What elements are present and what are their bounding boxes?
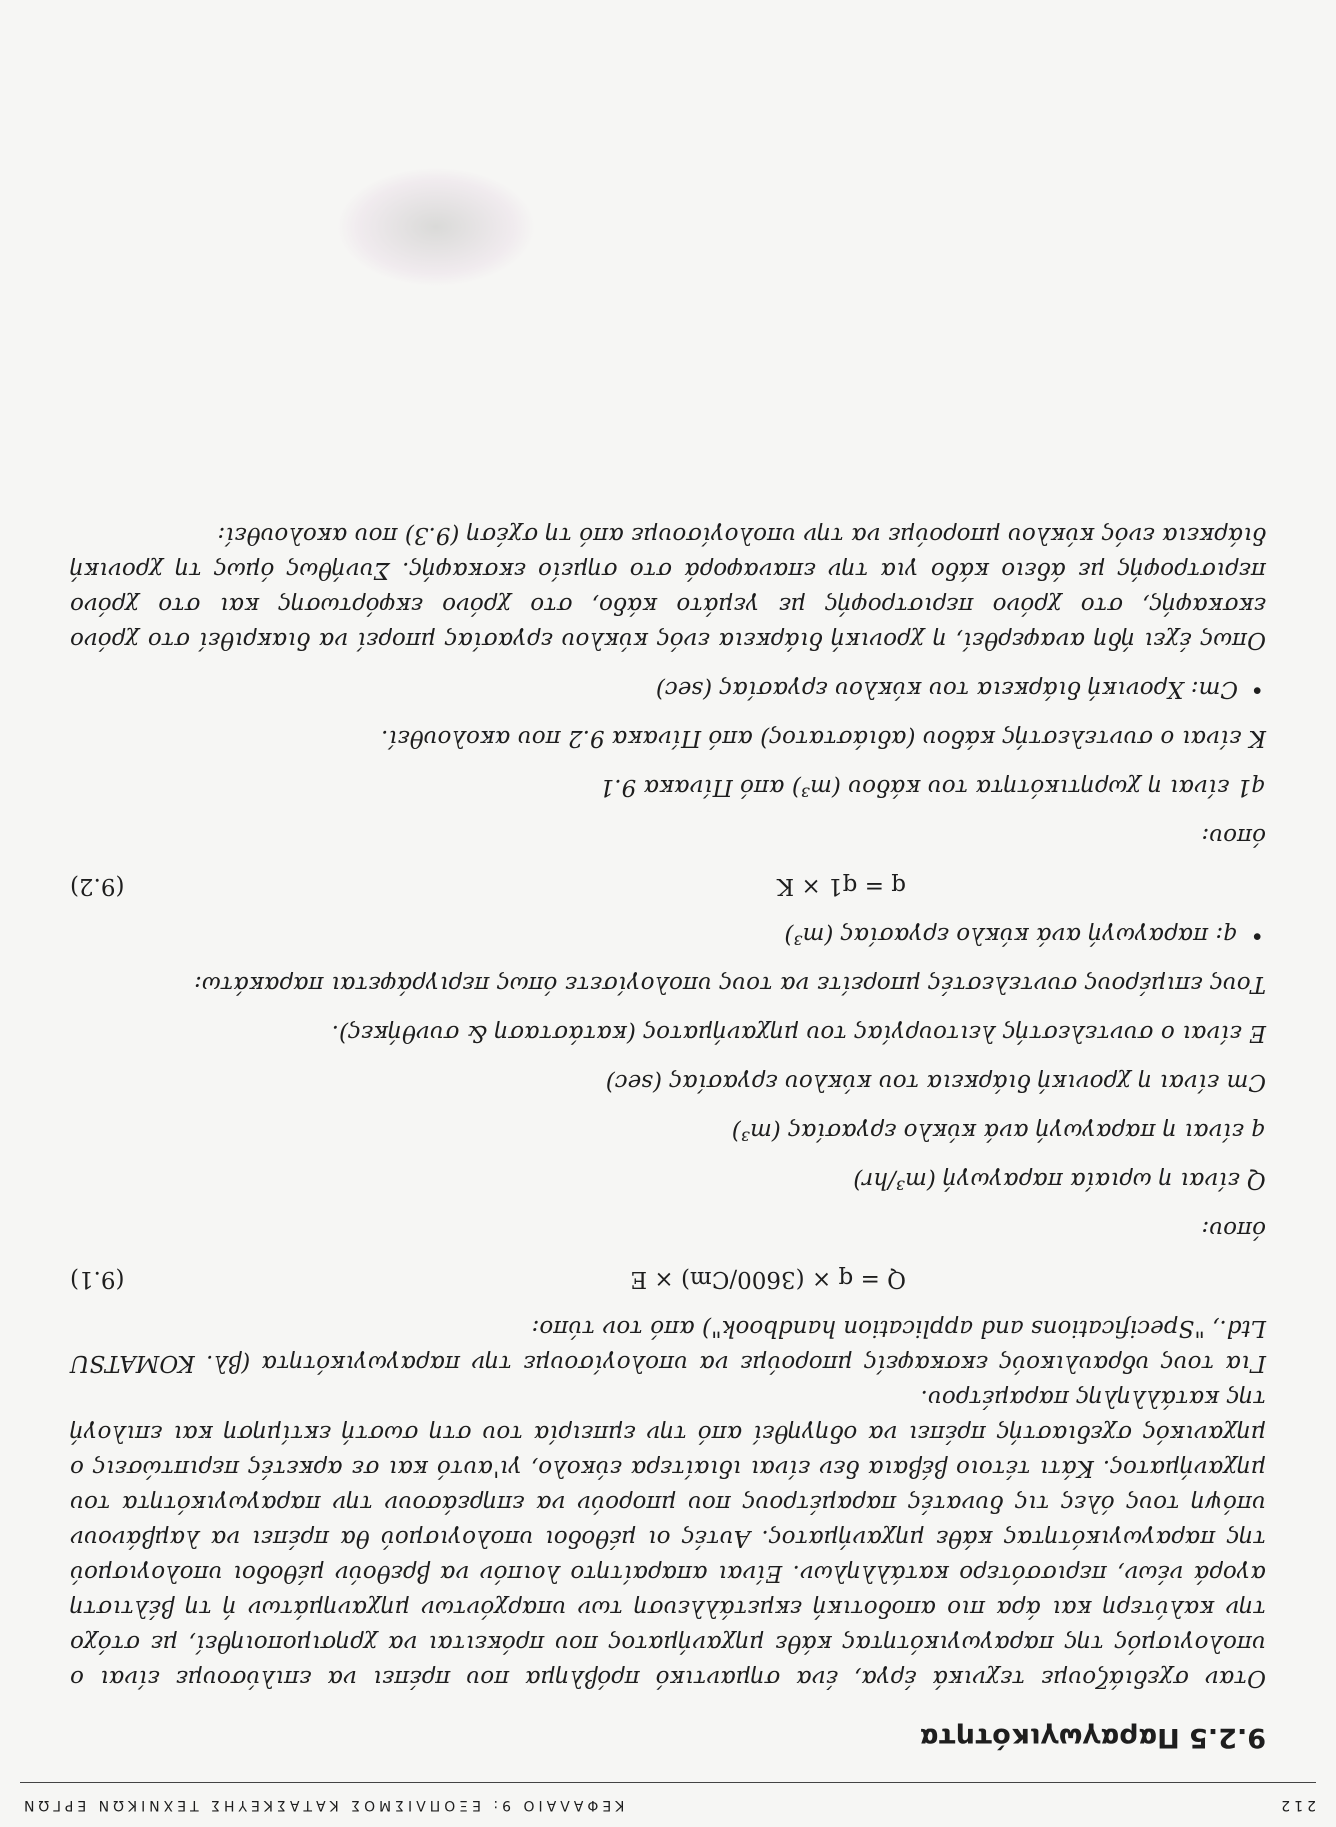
equation-9-2: [70, 867, 1266, 903]
cycle-time-paragraph: Οπως έχει ήδη αναφερθεί, η χρονική διάρκεια ενός κύκλου εργασίας μπορεί να διακριθεί στο χρόνο εκσκαφής, στο χρόνο περιστροφής με γεμάτο κάδο, στο χρόνο εκφόρτωσης και στο χρόνο περιστροφής με άδειο κάδο για την επαναφορά στο σημείο εκσκαφής. Συνήθως όμως τη χρονική διάρκεια ενός κύκλου μπορούμε να την υπολογίσουμε από τη σχέση (9.3) που ακολουθεί:: [70, 522, 1266, 653]
definition-q: q είναι η παραγωγή ανά κύκλο εργασίας (m³): [731, 1118, 1266, 1144]
definition-Cm: Cm είναι η χρονική διάρκεια του κύκλου εργασίας (sec): [605, 1069, 1266, 1095]
equation-formula: q = q1 × K: [776, 873, 906, 899]
equation-9-1: [70, 1260, 1266, 1296]
fingerprint-smudge: [336, 167, 536, 287]
intro-paragraph: Οταν σχεδιάζουμε τεχνικά έργα, ένα σημαντικό πρόβλημα που πρέπει να επιλύσουμε είναι ο υπολογισμός της παραγωγικότητας κάθε μηχανήματος που πρόκειται να χρησιμοποιηθεί, με στόχο την καλύτερη και άρα πιο αποδοτική εκμετάλλευση των υπαρχόντων μηχανημάτων ή τη βέλτιστη αγορά νέων, περισσότερο κατάλληλων. Είναι απαραίτητο λοιπόν να βρεθούν μέθοδοι υπολογισμού της παραγωγικότητας κάθε μηχανήματος. Αυτές οι μέθοδοι υπολογισμού θα πρέπει να λαμβάνουν υπόψη τους όλες τις δυνατές παραμέτρους που μπορούν να επηρεάσουν την παραγωγικότητα του μηχανήματος. Κάτι τέτοιο βέβαια δεν είναι ιδιαίτερα εύκολο, γι'αυτό και σε αρκετές περιπτώσεις ο μηχανικός σχεδιαστής πρέπει να οδηγηθεί από την εμπειρία του στη σωστή εκτίμηση και επιλογή της κατάλληλης παραμέτρου.: [70, 1385, 1266, 1691]
bullet-q: • q: παραγωγή ανά κύκλο εργασίας (m³): [70, 917, 1266, 952]
section-title: 9.2.5 Παραγωγικότητα: [919, 1722, 1266, 1753]
bullet-Cm: • Cm: Χρονική διάρκεια του κύκλου εργασίας (sec): [70, 671, 1266, 706]
running-title: ΚΕΦΑΛΑΙΟ 9: ΕΞΟΠΛΙΣΜΟΣ ΚΑΤΑΣΚΕΥΗΣ ΤΕΧΝΙΚΩΝ ΕΡΓΩΝ: [20, 1797, 625, 1813]
page-number: 212: [1277, 1797, 1316, 1813]
page-header: [20, 1791, 1316, 1819]
definition-Q: Q είναι η ωριαία παραγωγή (m³/hr): [853, 1167, 1266, 1193]
body-text: [70, 517, 1266, 1695]
definition-E: E είναι ο συντελεστής λειτουργίας του μηχανήματος (κατάσταση & συνθήκες).: [331, 1020, 1266, 1046]
header-rule: [20, 1782, 1316, 1783]
coefficients-paragraph: Τους επιμέρους συντελεστές μπορείτε να τους υπολογίσετε όπως περιγράφεται παρακάτω:: [194, 971, 1266, 997]
equation-number: (9.2): [70, 873, 125, 899]
where-label: όπου:: [1201, 1216, 1266, 1242]
equation-number: (9.1): [70, 1266, 125, 1292]
definition-q1: q1 είναι η χωρητικότητα του κάδου (m³) από Πίνακα 9.1: [599, 774, 1266, 800]
equation-formula: Q = q × (3600/Cm) × E: [630, 1266, 906, 1292]
definition-K: K είναι ο συντελεστής κάδου (αδιάστατος) από Πίνακα 9.2 που ακολουθεί.: [381, 725, 1266, 751]
where-label: όπου:: [1201, 823, 1266, 849]
excavator-paragraph: Για τους υδραυλικούς εκσκαφείς μπορούμε να υπολογίσουμε την παραγωγικότητα (βλ. KOMATSU Ltd., "Specifications and application handbook") από τον τύπο:: [70, 1315, 1266, 1376]
